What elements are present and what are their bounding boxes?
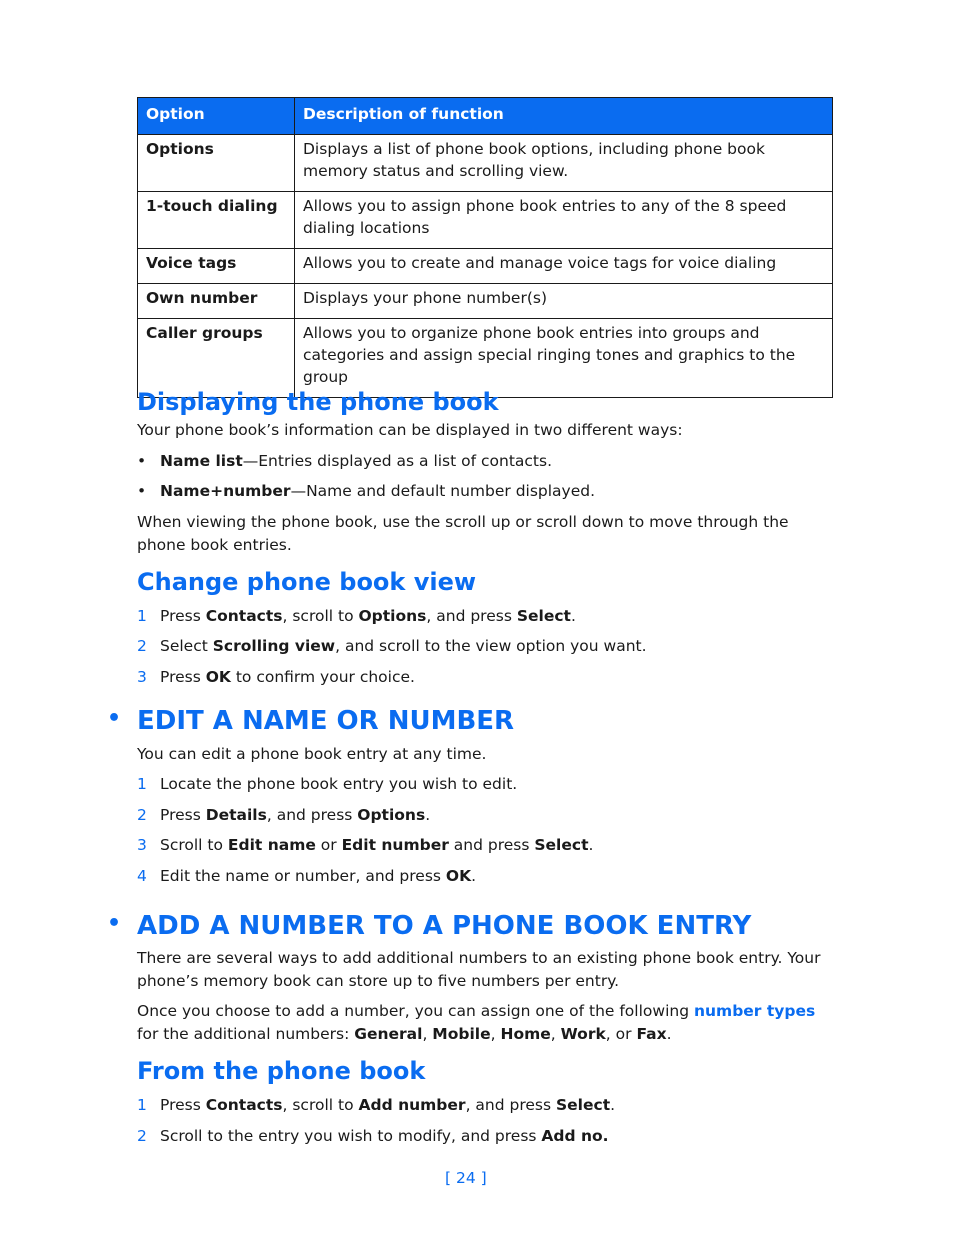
bullet-text: —Entries displayed as a list of contacts. xyxy=(242,452,553,470)
add-paragraph-1: There are several ways to add additional numbers to an existing phone book entry. Your phone’s memory book can store up to five numbers per entry. xyxy=(137,949,821,990)
bullet-icon: • xyxy=(137,452,147,470)
table-row xyxy=(138,249,833,284)
step-number: 1 xyxy=(137,775,147,793)
bullet-term: Name+number xyxy=(160,482,291,500)
table-cell-option: Caller groups xyxy=(138,319,295,398)
table-header-option: Option xyxy=(138,98,295,135)
section-heading-displaying: Displaying the phone book xyxy=(137,388,499,416)
table-row xyxy=(138,319,833,398)
step-item: 3 Scroll to Edit name or Edit number and press Select. xyxy=(137,836,594,854)
step-item: 2 Select Scrolling view, and scroll to the view option you want. xyxy=(137,637,647,655)
heading-bullet-icon: • xyxy=(107,706,122,731)
chapter-heading-add xyxy=(107,911,752,941)
chapter-heading-text: EDIT A NAME OR NUMBER xyxy=(137,706,515,736)
table-cell-description: Allows you to assign phone book entries to any of the 8 speed dialing locations xyxy=(295,192,833,249)
heading-bullet-icon: • xyxy=(107,911,122,936)
step-number: 2 xyxy=(137,806,147,824)
bullet-icon: • xyxy=(137,482,147,500)
table-row xyxy=(138,284,833,319)
list-item xyxy=(137,480,595,502)
step-item: 4 Edit the name or number, and press OK. xyxy=(137,867,477,885)
table-cell-option: 1-touch dialing xyxy=(138,192,295,249)
displaying-outro: When viewing the phone book, use the scroll up or scroll down to move through the phone book entries. xyxy=(137,513,789,554)
table-header-row xyxy=(138,98,833,135)
bullet-term: Name list xyxy=(160,452,243,470)
table-header-description: Description of function xyxy=(295,98,833,135)
number-types-link[interactable]: number types xyxy=(693,1002,816,1020)
page-number: [ 24 ] xyxy=(445,1169,487,1187)
table-cell-description: Allows you to organize phone book entries into groups and categories and assign special ringing tones and graphics to the group xyxy=(295,319,833,398)
step-number: 3 xyxy=(137,836,147,854)
step-item: 1 Locate the phone book entry you wish to edit. xyxy=(137,775,518,793)
section-heading-change-view: Change phone book view xyxy=(137,568,477,596)
list-item xyxy=(137,450,552,472)
step-number: 4 xyxy=(137,867,147,885)
table-row xyxy=(138,192,833,249)
table-cell-option: Options xyxy=(138,135,295,192)
step-item: 3 Press OK to confirm your choice. xyxy=(137,668,415,686)
step-item: 1 Press Contacts, scroll to Add number, and press Select. xyxy=(137,1096,616,1114)
options-table xyxy=(137,97,833,398)
step-item: 2 Press Details, and press Options. xyxy=(137,806,431,824)
table-cell-description: Displays your phone number(s) xyxy=(295,284,833,319)
table-cell-option: Own number xyxy=(138,284,295,319)
displaying-intro: Your phone book’s information can be displayed in two different ways: xyxy=(137,421,683,439)
step-item: 2 Scroll to the entry you wish to modify, and press Add no. xyxy=(137,1127,609,1145)
table-cell-description: Displays a list of phone book options, including phone book memory status and scrolling view. xyxy=(295,135,833,192)
chapter-heading-edit xyxy=(107,706,515,736)
step-number: 1 xyxy=(137,1096,147,1114)
step-number: 1 xyxy=(137,607,147,625)
bullet-text: —Name and default number displayed. xyxy=(290,482,596,500)
section-heading-from-book: From the phone book xyxy=(137,1057,426,1085)
chapter-heading-text: ADD A NUMBER TO A PHONE BOOK ENTRY xyxy=(137,911,752,941)
edit-intro: You can edit a phone book entry at any time. xyxy=(137,745,487,763)
step-item: 1 Press Contacts, scroll to Options, and press Select. xyxy=(137,607,576,625)
step-number: 2 xyxy=(137,637,147,655)
table-cell-description: Allows you to create and manage voice tags for voice dialing xyxy=(295,249,833,284)
table-row xyxy=(138,135,833,192)
step-number: 2 xyxy=(137,1127,147,1145)
step-number: 3 xyxy=(137,668,147,686)
table-cell-option: Voice tags xyxy=(138,249,295,284)
add-paragraph-2: Once you choose to add a number, you can assign one of the following number types for the additional numbers: General, Mobile, Home, Work, or Fax. xyxy=(137,1002,816,1043)
